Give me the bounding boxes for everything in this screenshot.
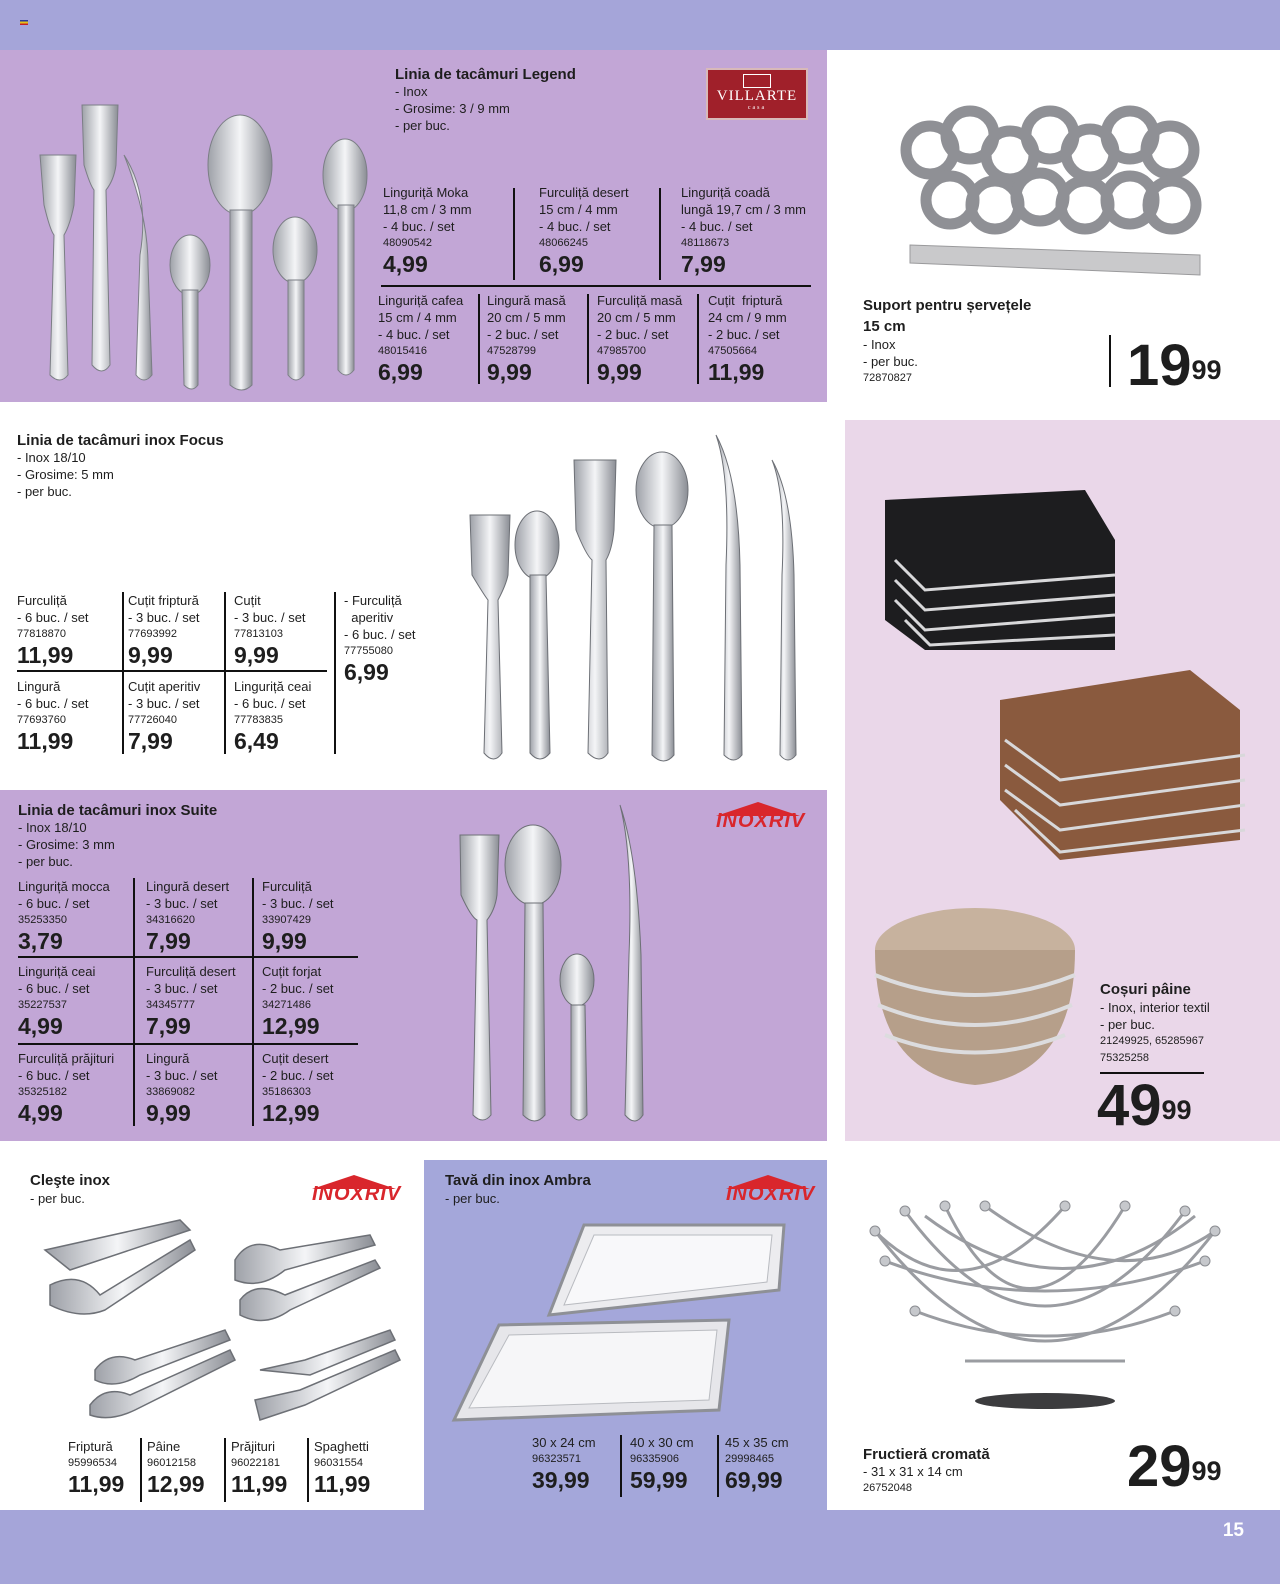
item-name: Linguriță ceai - 6 buc. / set: [18, 964, 96, 996]
item-name: Cuțit aperitiv - 3 buc. / set: [128, 679, 201, 711]
legend-item: [708, 292, 787, 386]
item-name: Lingură masă 20 cm / 5 mm - 2 buc. / set: [487, 293, 566, 342]
item-code: 35186303: [262, 1086, 311, 1098]
item-price: 4,99: [18, 1013, 63, 1039]
suite-title: Linia de tacâmuri inox Suite: [18, 802, 218, 819]
divider: [224, 592, 226, 754]
price-main: 49: [1097, 1073, 1162, 1138]
legend-item: [539, 184, 629, 278]
item-code: 48066245: [539, 237, 588, 249]
black-basket-image: [885, 480, 1125, 650]
brand-name: INOXRIV: [726, 1183, 816, 1205]
suite-item: [146, 878, 229, 955]
item-code: 33869082: [146, 1086, 195, 1098]
detail-line: - per buc.: [863, 354, 918, 369]
suite-item: [146, 1050, 218, 1127]
divider: [18, 956, 358, 958]
villarte-logo: [706, 68, 808, 120]
building-icon: [743, 74, 771, 88]
napkin-title: Suport pentru șervețele 15 cm: [863, 297, 1032, 335]
legend-details: [395, 83, 510, 134]
suite-item: [146, 963, 236, 1040]
legend-section: [0, 50, 827, 402]
focus-item: [234, 678, 311, 755]
divider: [133, 878, 135, 1126]
item-name: Spaghetti: [314, 1439, 369, 1454]
item-name: Cuțit forjat - 2 buc. / set: [262, 964, 334, 996]
item-price: 7,99: [128, 728, 173, 754]
detail-line: - Grosime: 3 / 9 mm: [395, 101, 510, 116]
item-price: 69,99: [725, 1467, 783, 1493]
suite-item: [18, 963, 95, 1040]
focus-title: Linia de tacâmuri inox Focus: [17, 432, 224, 449]
page-number: 15: [1222, 1520, 1244, 1541]
item-price: 6,99: [539, 251, 584, 277]
item-name: Linguriță ceai - 6 buc. / set: [234, 679, 312, 711]
item-price: 6,49: [234, 728, 279, 754]
divider: [140, 1438, 142, 1502]
tongs-image: [40, 1210, 410, 1430]
detail-line: - Grosime: 3 mm: [18, 837, 115, 852]
suite-item: [262, 1050, 334, 1127]
item-name: - Furculiță aperitiv - 6 buc. / set: [344, 593, 416, 642]
detail-line: - Inox 18/10: [17, 450, 86, 465]
item-price: 9,99: [234, 642, 279, 668]
price-cents: 99: [1191, 355, 1222, 385]
item-code: 21249925, 65285967: [1100, 1035, 1204, 1047]
divider: [381, 285, 811, 287]
napkin-holder-image: [900, 105, 1210, 275]
item-price: 9,99: [487, 359, 532, 385]
tongs-item: [231, 1438, 287, 1498]
item-price: 7,99: [146, 928, 191, 954]
tongs-title: Cleşte inox: [30, 1172, 111, 1189]
legend-item: [378, 292, 463, 386]
napkin-section: [845, 50, 1280, 420]
inoxriv-logo: [726, 1175, 816, 1206]
legend-cutlery-image: [20, 55, 380, 395]
item-price: 11,99: [708, 359, 765, 385]
item-code: 47505664: [708, 345, 757, 357]
item-price: 7,99: [681, 251, 726, 277]
suite-item: [18, 1050, 114, 1127]
item-price: 6,99: [344, 659, 389, 685]
price-cents: 99: [1161, 1095, 1192, 1125]
item-code: 26752048: [863, 1482, 912, 1494]
detail-line: - per buc.: [17, 484, 72, 499]
tongs-detail: - per buc.: [30, 1191, 85, 1206]
item-name: Linguriță Moka 11,8 cm / 3 mm - 4 buc. / set: [383, 185, 472, 234]
item-code: 48118673: [681, 237, 730, 249]
suite-item: [262, 878, 334, 955]
focus-cutlery-image: [462, 435, 802, 765]
item-name: Cuțit friptură - 3 buc. / set: [128, 593, 200, 625]
divider: [478, 294, 480, 384]
item-price: 11,99: [68, 1471, 125, 1497]
bread-details: [1100, 999, 1210, 1067]
item-name: 40 x 30 cm: [630, 1435, 694, 1450]
focus-item: [128, 678, 200, 755]
divider: [122, 592, 124, 754]
item-code: 35227537: [18, 999, 67, 1011]
focus-item: [344, 592, 416, 686]
bread-section: [845, 420, 1280, 1141]
item-name: Furculiță prăjituri - 6 buc. / set: [18, 1051, 115, 1083]
item-code: 96323571: [532, 1453, 581, 1465]
fruit-title: Fructieră cromată: [863, 1446, 990, 1463]
round-basket-image: [870, 905, 1080, 1095]
bottom-band: [0, 1510, 1280, 1584]
item-code: 35253350: [18, 914, 67, 926]
item-code: 77693992: [128, 628, 177, 640]
tray-section: [424, 1160, 827, 1510]
legend-item: [597, 292, 682, 386]
item-code: 95996534: [68, 1457, 117, 1469]
item-price: 7,99: [146, 1013, 191, 1039]
item-name: Lingură desert - 3 buc. / set: [146, 879, 230, 911]
focus-item: [17, 592, 89, 669]
item-code: 96031554: [314, 1457, 363, 1469]
item-code: 77693760: [17, 714, 66, 726]
item-code: 77783835: [234, 714, 283, 726]
item-name: Pâine: [147, 1439, 181, 1454]
item-code: 33907429: [262, 914, 311, 926]
item-price: 9,99: [146, 1100, 191, 1126]
brown-basket-image: [1000, 670, 1250, 860]
brand-name: INOXRIV: [716, 810, 806, 832]
tongs-item: [314, 1438, 370, 1498]
trays-image: [454, 1220, 784, 1430]
item-code: 75325258: [1100, 1052, 1149, 1064]
item-name: Furculiță - 3 buc. / set: [262, 879, 334, 911]
fruit-bowl-image: [865, 1201, 1225, 1411]
fruit-price: [1127, 1434, 1222, 1499]
item-name: Friptură: [68, 1439, 113, 1454]
divider: [224, 1438, 226, 1502]
item-name: Cuțit - 3 buc. / set: [234, 593, 306, 625]
tongs-section: [0, 1160, 424, 1510]
focus-item: [17, 678, 89, 755]
suite-section: [0, 790, 827, 1141]
item-price: 12,99: [147, 1471, 205, 1497]
inoxriv-logo: [312, 1175, 402, 1206]
item-price: 11,99: [314, 1471, 371, 1497]
item-name: Furculiță desert - 3 buc. / set: [146, 964, 236, 996]
tongs-item: [147, 1438, 205, 1498]
item-code: 29998465: [725, 1453, 774, 1465]
item-code: 48090542: [383, 237, 432, 249]
item-price: 9,99: [597, 359, 642, 385]
detail-line: - Inox 18/10: [18, 820, 87, 835]
detail-line: - Inox: [863, 337, 896, 352]
item-price: 4,99: [383, 251, 428, 277]
divider: [1109, 335, 1111, 387]
divider: [587, 294, 589, 384]
item-code: 34345777: [146, 999, 195, 1011]
item-price: 11,99: [17, 642, 74, 668]
divider: [307, 1438, 309, 1502]
legend-item: [487, 292, 566, 386]
item-code: 48015416: [378, 345, 427, 357]
bread-price: [1097, 1073, 1192, 1138]
item-name: Furculiță - 6 buc. / set: [17, 593, 89, 625]
legend-title: Linia de tacâmuri Legend: [395, 66, 576, 83]
item-price: 6,99: [378, 359, 423, 385]
flag-icon: [20, 20, 28, 25]
napkin-details: [863, 336, 918, 387]
item-name: Prăjituri: [231, 1439, 276, 1454]
item-price: 39,99: [532, 1467, 590, 1493]
legend-item: [681, 184, 806, 278]
item-price: 3,79: [18, 928, 63, 954]
suite-cutlery-image: [455, 805, 655, 1125]
tray-item: [532, 1434, 596, 1494]
divider: [697, 294, 699, 384]
divider: [334, 592, 336, 754]
item-code: 72870827: [863, 372, 912, 384]
detail-line: - Grosime: 5 mm: [17, 467, 114, 482]
fruit-details: [863, 1463, 963, 1497]
item-price: 9,99: [262, 928, 307, 954]
item-name: Furculiță masă 20 cm / 5 mm - 2 buc. / set: [597, 293, 683, 342]
item-code: 35325182: [18, 1086, 67, 1098]
item-name: Furculiță desert 15 cm / 4 mm - 4 buc. / set: [539, 185, 629, 234]
tray-item: [630, 1434, 694, 1494]
item-price: 11,99: [231, 1471, 288, 1497]
item-name: Lingură - 3 buc. / set: [146, 1051, 218, 1083]
napkin-price: [1127, 333, 1222, 398]
item-name: Linguriță coadă lungă 19,7 cm / 3 mm - 4 buc. / set: [681, 185, 806, 234]
divider: [620, 1435, 622, 1497]
item-name: 45 x 35 cm: [725, 1435, 789, 1450]
tray-detail: - per buc.: [445, 1191, 500, 1206]
detail-line: - per buc.: [1100, 1017, 1155, 1032]
item-name: Cuțit friptură 24 cm / 9 mm - 2 buc. / set: [708, 293, 787, 342]
tongs-item: [68, 1438, 124, 1498]
focus-item: [128, 592, 200, 669]
divider: [18, 1043, 358, 1045]
price-main: 29: [1127, 1434, 1192, 1499]
item-code: 47985700: [597, 345, 646, 357]
item-name: Lingură - 6 buc. / set: [17, 679, 89, 711]
item-price: 9,99: [128, 642, 173, 668]
suite-item: [18, 878, 110, 955]
item-code: 77755080: [344, 645, 393, 657]
item-code: 77813103: [234, 628, 283, 640]
item-code: 96022181: [231, 1457, 280, 1469]
tray-item: [725, 1434, 789, 1494]
brand-name: VILLARTE: [716, 88, 798, 104]
top-band: [0, 0, 1280, 50]
item-code: 77726040: [128, 714, 177, 726]
item-code: 34271486: [262, 999, 311, 1011]
focus-item: [234, 592, 306, 669]
brand-name: INOXRIV: [312, 1183, 402, 1205]
item-name: Cuțit desert - 2 buc. / set: [262, 1051, 334, 1083]
detail-line: - 31 x 31 x 14 cm: [863, 1464, 963, 1479]
suite-details: [18, 819, 115, 870]
item-name: 30 x 24 cm: [532, 1435, 596, 1450]
focus-details: [17, 449, 114, 500]
suite-item: [262, 963, 334, 1040]
item-code: 96012158: [147, 1457, 196, 1469]
focus-section: [0, 420, 827, 790]
item-price: 11,99: [17, 728, 74, 754]
item-name: Linguriță mocca - 6 buc. / set: [18, 879, 110, 911]
inoxriv-logo: [716, 802, 806, 833]
item-price: 4,99: [18, 1100, 63, 1126]
item-code: 47528799: [487, 345, 536, 357]
item-code: 77818870: [17, 628, 66, 640]
divider: [717, 1435, 719, 1497]
price-cents: 99: [1191, 1456, 1222, 1486]
legend-item: [383, 184, 472, 278]
item-code: 34316620: [146, 914, 195, 926]
divider: [513, 188, 515, 280]
divider: [659, 188, 661, 280]
tray-title: Tavă din inox Ambra: [445, 1172, 591, 1189]
detail-line: - per buc.: [395, 118, 450, 133]
item-price: 12,99: [262, 1013, 320, 1039]
bread-title: Coșuri pâine: [1100, 981, 1191, 998]
fruit-section: [845, 1141, 1280, 1510]
item-price: 59,99: [630, 1467, 688, 1493]
brand-tagline: casa: [747, 105, 767, 111]
divider: [252, 878, 254, 1126]
item-name: Linguriță cafea 15 cm / 4 mm - 4 buc. / set: [378, 293, 464, 342]
detail-line: - Inox: [395, 84, 428, 99]
detail-line: - Inox, interior textil: [1100, 1000, 1210, 1015]
price-main: 19: [1127, 333, 1192, 398]
item-code: 96335906: [630, 1453, 679, 1465]
detail-line: - per buc.: [18, 854, 73, 869]
divider: [17, 670, 327, 672]
item-price: 12,99: [262, 1100, 320, 1126]
